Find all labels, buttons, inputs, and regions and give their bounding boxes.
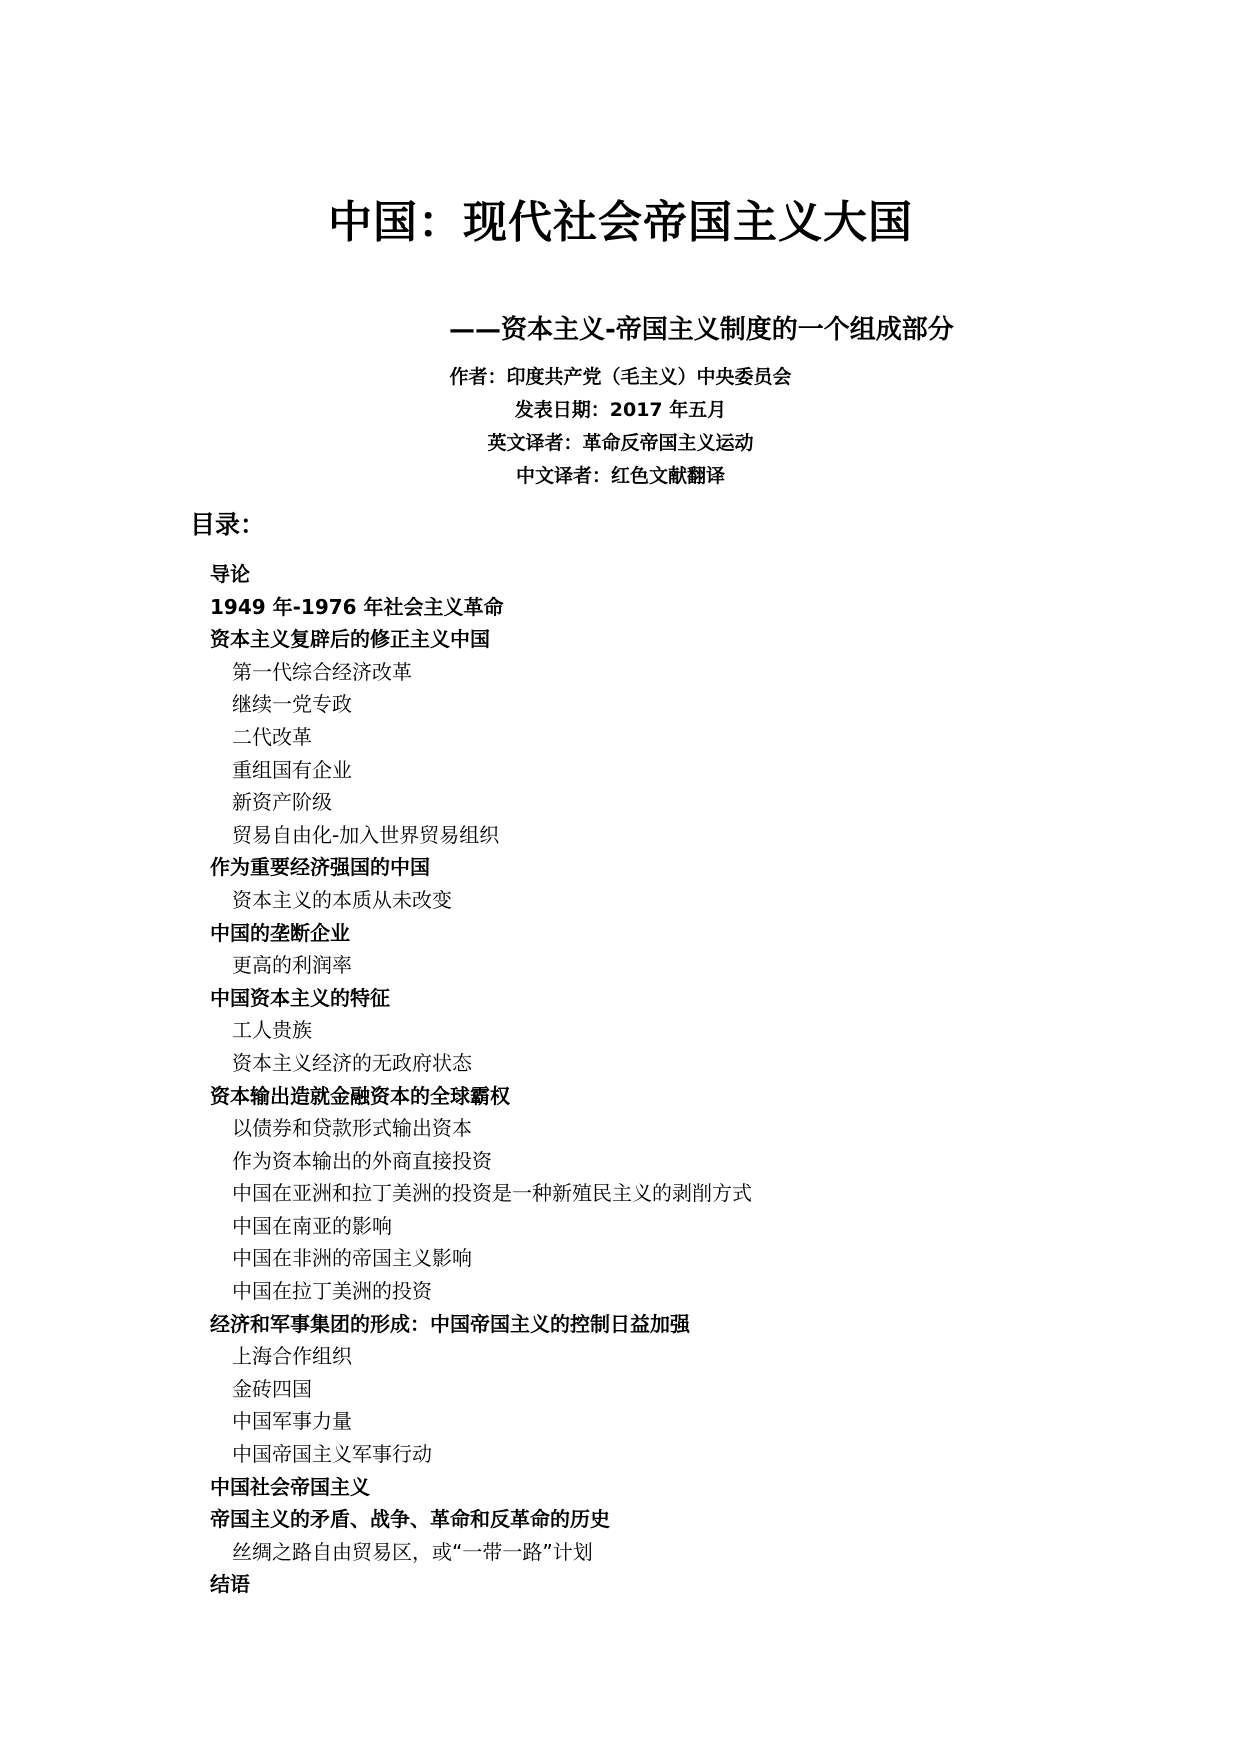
toc-subsection-entry: 中国帝国主义军事行动 xyxy=(232,1442,432,1467)
toc-subsection-entry: 工人贵族 xyxy=(232,1018,312,1043)
toc-subsection-entry: 中国在亚洲和拉丁美洲的投资是一种新殖民主义的剥削方式 xyxy=(232,1181,752,1206)
toc-section-entry: 1949 年-1976 年社会主义革命 xyxy=(210,594,504,619)
toc-subsection-entry: 中国在拉丁美洲的投资 xyxy=(232,1279,432,1304)
toc-subsection-entry: 二代改革 xyxy=(232,724,312,749)
toc-section-entry: 中国社会帝国主义 xyxy=(210,1474,370,1499)
toc-subsection-entry: 中国在南亚的影响 xyxy=(232,1213,392,1238)
toc-subsection-entry: 中国在非洲的帝国主义影响 xyxy=(232,1246,472,1271)
author-line: 作者：印度共产党（毛主义）中央委员会 xyxy=(449,366,792,388)
document-title: 中国：现代社会帝国主义大国 xyxy=(328,197,913,248)
toc-subsection-entry: 重组国有企业 xyxy=(232,757,352,782)
toc-subsection-entry: 中国军事力量 xyxy=(232,1409,352,1434)
toc-subsection-entry: 以债券和贷款形式输出资本 xyxy=(232,1116,472,1141)
toc-subsection-entry: 更高的利润率 xyxy=(232,953,352,978)
english-translator-line: 英文译者：革命反帝国主义运动 xyxy=(487,432,754,454)
toc-subsection-entry: 金砖四国 xyxy=(232,1376,312,1401)
toc-section-entry: 资本输出造就金融资本的全球霸权 xyxy=(210,1083,510,1108)
toc-section-entry: 作为重要经济强国的中国 xyxy=(210,855,430,880)
toc-section-entry: 导论 xyxy=(210,562,250,586)
toc-subsection-entry: 第一代综合经济改革 xyxy=(232,659,412,684)
toc-section-entry: 中国的垄断企业 xyxy=(210,920,350,945)
toc-subsection-entry: 资本主义的本质从未改变 xyxy=(232,887,452,912)
document-subtitle: ——资本主义-帝国主义制度的一个组成部分 xyxy=(449,315,954,345)
toc-section-entry: 帝国主义的矛盾、战争、革命和反革命的历史 xyxy=(210,1507,610,1532)
toc-heading: 目录： xyxy=(190,510,266,539)
toc-subsection-entry: 继续一党专政 xyxy=(232,692,352,717)
chinese-translator-line: 中文译者：红色文献翻译 xyxy=(515,465,725,487)
toc-section-entry: 中国资本主义的特征 xyxy=(210,985,390,1010)
table-of-contents xyxy=(0,558,1241,1601)
toc-subsection-entry: 贸易自由化-加入世界贸易组织 xyxy=(232,822,500,847)
toc-subsection-entry: 作为资本输出的外商直接投资 xyxy=(232,1148,492,1173)
publication-date-line: 发表日期：2017 年五月 xyxy=(514,399,727,421)
toc-section-entry: 经济和军事集团的形成：中国帝国主义的控制日益加强 xyxy=(210,1311,690,1336)
toc-subsection-entry: 新资产阶级 xyxy=(232,790,332,815)
toc-section-entry: 资本主义复辟后的修正主义中国 xyxy=(210,627,490,652)
toc-subsection-entry: 丝绸之路自由贸易区，或“一带一路”计划 xyxy=(232,1539,593,1564)
toc-section-entry: 结语 xyxy=(210,1572,250,1597)
toc-subsection-entry: 上海合作组织 xyxy=(232,1344,352,1369)
toc-subsection-entry: 资本主义经济的无政府状态 xyxy=(232,1050,472,1075)
